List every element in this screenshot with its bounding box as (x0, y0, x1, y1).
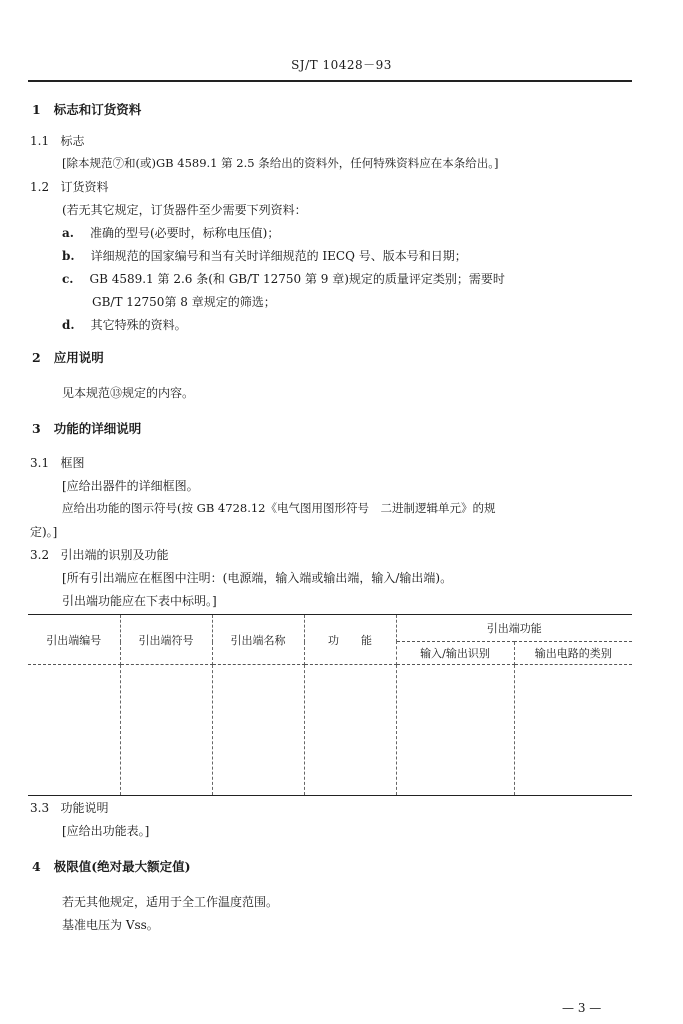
column-header-function: 功 能 (304, 615, 396, 665)
section-title: 极限值(绝对最大额定值) (53, 859, 191, 874)
item-letter: a. (62, 226, 74, 240)
section-number: 3.3 (30, 801, 50, 815)
section-title: 应用说明 (53, 350, 104, 365)
ordering-item-b (62, 249, 467, 263)
section-number: 2 (32, 350, 41, 365)
section-number: 1 (32, 102, 41, 117)
column-header-io-identification: 输入/输出识别 (396, 642, 514, 665)
pin-function-table (28, 614, 632, 796)
section-2-text: 见本规范⑬规定的内容。 (62, 386, 195, 400)
item-letter: d. (62, 318, 75, 332)
section-3-heading (32, 421, 141, 436)
section-title: 引出端的识别及功能 (60, 548, 169, 562)
section-3-2-heading (30, 548, 169, 562)
ordering-item-a (62, 226, 279, 240)
table-cell (514, 665, 632, 796)
section-2-heading (32, 350, 104, 365)
section-title: 标志和订货资料 (53, 102, 142, 117)
table-cell (396, 665, 514, 796)
table-cell (304, 665, 396, 796)
section-1-1-heading (30, 134, 85, 148)
section-1-heading (32, 102, 141, 117)
section-3-3-heading (30, 801, 109, 815)
column-header-pin-name: 引出端名称 (212, 615, 304, 665)
section-3-3-text: [应给出功能表。] (62, 824, 150, 838)
ordering-item-d (62, 318, 187, 332)
section-number: 3.2 (30, 548, 50, 562)
section-3-1-heading (30, 456, 85, 470)
section-3-1-line-1: [应给出器件的详细框图。 (62, 479, 199, 493)
section-title: 功能的详细说明 (53, 421, 142, 436)
section-4-heading (32, 859, 191, 874)
section-4-line-1: 若无其他规定，适用于全工作温度范围。 (62, 895, 279, 909)
section-3-1-line-2: 应给出功能的图示符号(按 GB 4728.12《电气图用图形符号 二进制逻辑单元》的规 (62, 501, 496, 515)
item-text: 准确的型号(必要时，标称电压值)； (89, 226, 280, 240)
section-number: 3.1 (30, 456, 50, 470)
item-letter: c. (62, 272, 74, 286)
column-header-pin-number: 引出端编号 (28, 615, 120, 665)
column-header-pin-symbol: 引出端符号 (120, 615, 212, 665)
section-title: 框图 (60, 456, 85, 470)
section-title: 功能说明 (60, 801, 109, 815)
section-title: 订货资料 (60, 180, 109, 194)
section-number: 1.1 (30, 134, 50, 148)
section-1-2-heading (30, 180, 109, 194)
table-cell (120, 665, 212, 796)
item-letter: b. (62, 249, 75, 263)
section-number: 1.2 (30, 180, 50, 194)
ordering-item-c-continued: GB/T 12750第 8 章规定的筛选； (92, 295, 276, 309)
column-header-output-circuit-type: 输出电路的类别 (514, 642, 632, 665)
section-title: 标志 (60, 134, 85, 148)
section-3-1-line-3: 定)。] (30, 525, 58, 539)
section-number: 4 (32, 859, 41, 874)
document-code-header: SJ/T 10428－93 (291, 58, 392, 72)
page-number: — 3 — (562, 1001, 602, 1015)
section-3-2-line-2: 引出端功能应在下表中标明。] (62, 594, 217, 608)
table-row (28, 665, 632, 796)
item-text: GB 4589.1 第 2.6 条(和 GB/T 12750 第 9 章)规定的质量评定类别；需要时 (89, 272, 505, 286)
section-3-2-line-1: [所有引出端应在框图中注明：(电源端，输入端或输出端，输入/输出端)。 (62, 571, 453, 585)
item-text: 其它特殊的资料。 (90, 318, 187, 332)
column-header-pin-function-group: 引出端功能 (396, 615, 632, 642)
ordering-item-c (62, 272, 505, 286)
section-4-line-2: 基准电压为 Vss。 (62, 918, 159, 932)
ordering-intro: (若无其它规定，订货器件至少需要下列资料： (62, 203, 307, 217)
section-1-1-text: [除本规范⑦和(或)GB 4589.1 第 2.5 条给出的资料外，任何特殊资料应在本条给出。] (62, 156, 499, 170)
table-cell (212, 665, 304, 796)
table-cell (28, 665, 120, 796)
header-rule (28, 80, 632, 82)
section-number: 3 (32, 421, 41, 436)
item-text: 详细规范的国家编号和当有关时详细规范的 IECQ 号、版本号和日期； (90, 249, 467, 263)
